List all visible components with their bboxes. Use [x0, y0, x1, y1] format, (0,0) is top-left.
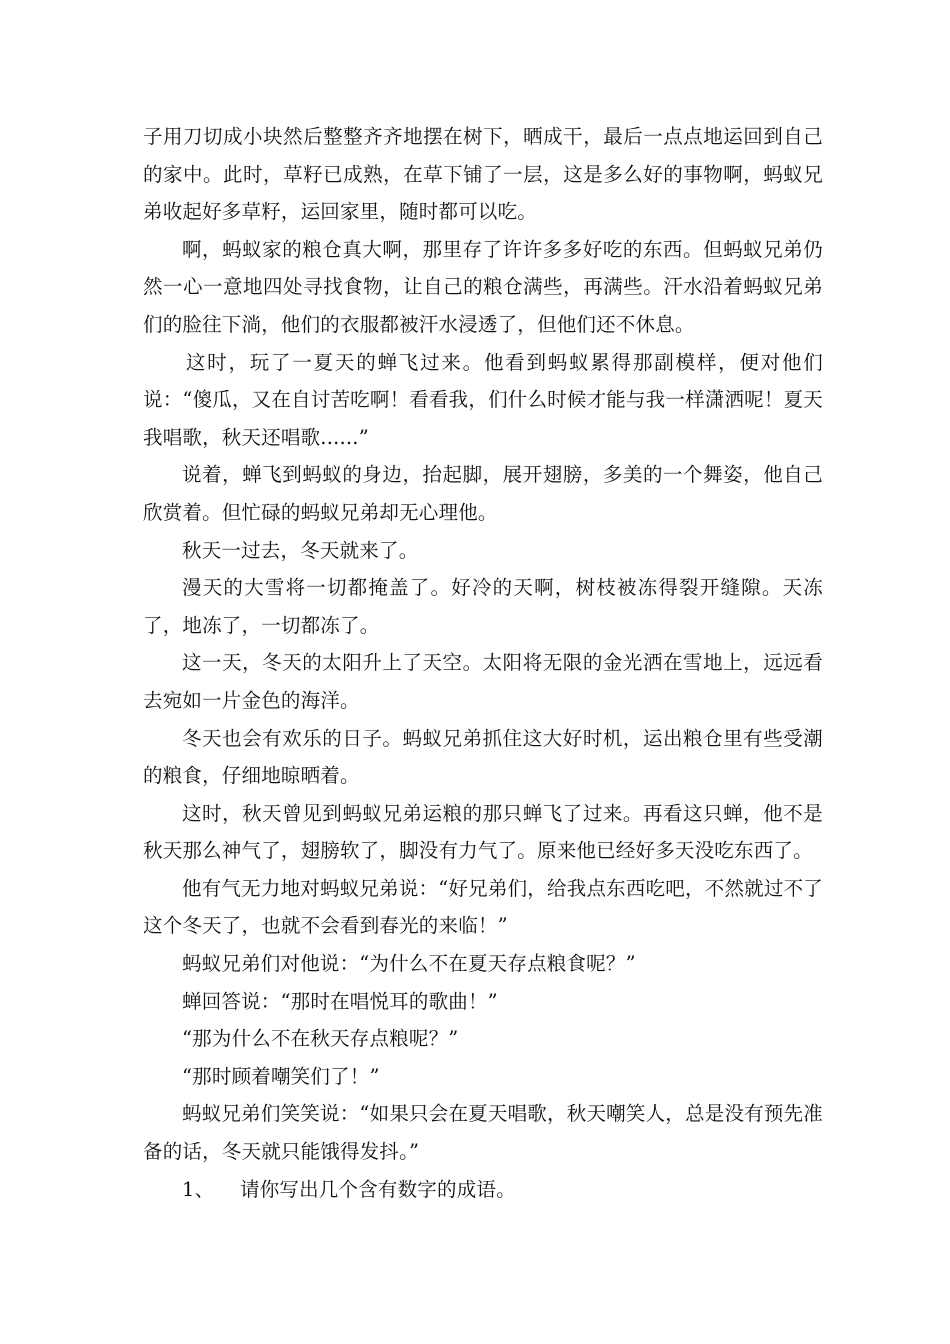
paragraph-14: “那时顾着嘲笑们了！”: [182, 1064, 380, 1088]
paragraph-13: “那为什么不在秋天存点粮呢？”: [182, 1027, 459, 1051]
question-text: 请你写出几个含有数字的成语。: [240, 1177, 516, 1201]
paragraph-1: 子用刀切成小块然后整整齐齐地摆在树下，晒成干，最后一点点地运回到自己的家中。此时，草籽已成熟，在草下铺了一层，这是多么好的事物啊，蚂蚁兄弟收起好多草籽，运回家里，随时都可以吃。: [143, 125, 823, 224]
paragraph-8: 冬天也会有欢乐的日子。蚂蚁兄弟抓住这大好时机，运出粮仓里有些受潮的粮食，仔细地晾晒着。: [143, 726, 823, 788]
paragraph-10: 他有气无力地对蚂蚁兄弟说：“好兄弟们，给我点东西吃吧，不然就过不了这个冬天了，也就不会看到春光的来临！”: [143, 876, 823, 938]
question-number: 1、: [182, 1177, 215, 1201]
question-1: [143, 1171, 823, 1209]
paragraph-9: 这时，秋天曾见到蚂蚁兄弟运粮的那只蝉飞了过来。再看这只蝉，他不是秋天那么神气了，翅膀软了，脚没有力气了。原来他已经好多天没吃东西了。: [143, 801, 823, 863]
document-body: [143, 118, 823, 1208]
paragraph-12: 蝉回答说：“那时在唱悦耳的歌曲！”: [182, 989, 498, 1013]
paragraph-15: 蚂蚁兄弟们笑笑说：“如果只会在夏天唱歌，秋天嘲笑人，总是没有预先准备的话，冬天就只能饿得发抖。”: [143, 1102, 823, 1164]
paragraph-3: 这时，玩了一夏天的蝉飞过来。他看到蚂蚁累得那副模样，便对他们说：“傻瓜，又在自讨苦吃啊！看看我，们什么时候才能与我一样潇洒呢！夏天我唱歌，秋天还唱歌......”: [143, 350, 823, 449]
paragraph-6: 漫天的大雪将一切都掩盖了。好冷的天啊，树枝被冻得裂开缝隙。天冻了，地冻了，一切都冻了。: [143, 576, 823, 637]
paragraph-4: 说着，蝉飞到蚂蚁的身边，抬起脚，展开翅膀，多美的一个舞姿，他自己欣赏着。但忙碌的蚂蚁兄弟却无心理他。: [143, 463, 823, 524]
paragraph-7: 这一天，冬天的太阳升上了天空。太阳将无限的金光洒在雪地上，远远看去宛如一片金色的海洋。: [143, 651, 823, 712]
paragraph-11: 蚂蚁兄弟们对他说：“为什么不在夏天存点粮食呢？”: [182, 952, 636, 976]
paragraph-2: 啊，蚂蚁家的粮仓真大啊，那里存了许许多多好吃的东西。但蚂蚁兄弟仍然一心一意地四处寻找食物，让自己的粮仓满些，再满些。汗水沿着蚂蚁兄弟们的脸往下淌，他们的衣服都被汗水浸透了，但他们还不休息。: [143, 237, 823, 336]
paragraph-5: 秋天一过去，冬天就来了。: [182, 538, 419, 562]
